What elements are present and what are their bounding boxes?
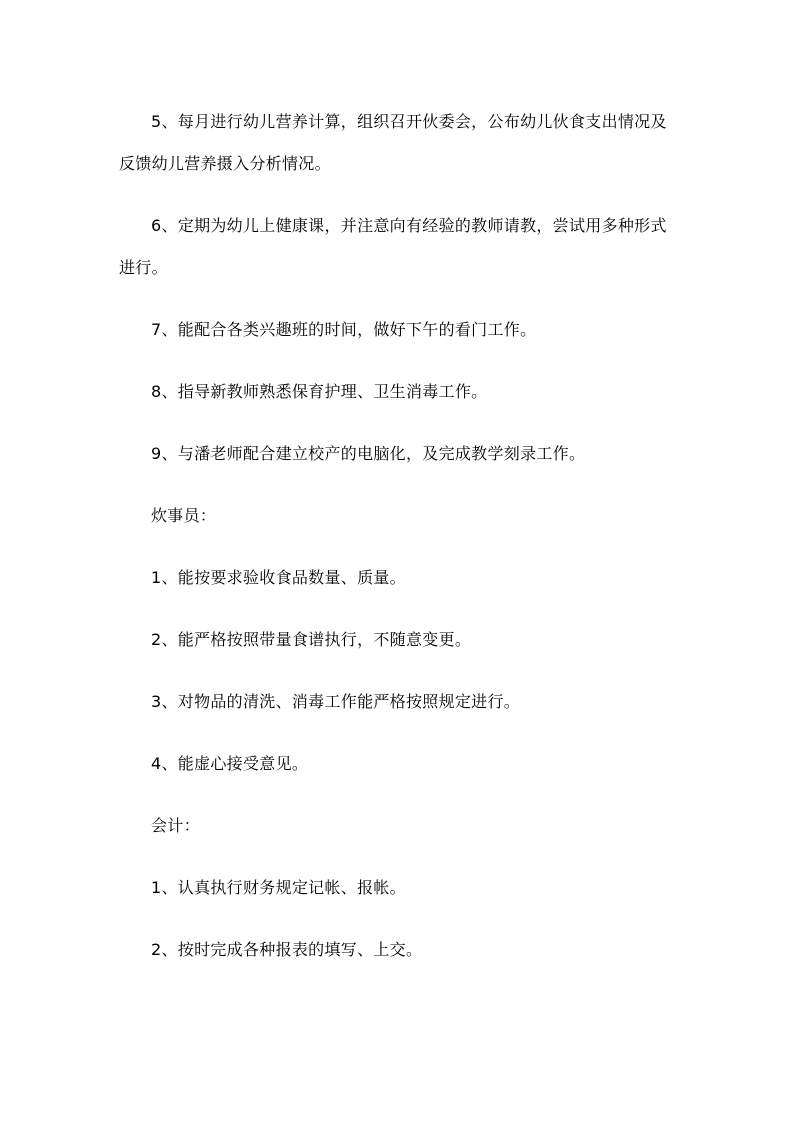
paragraph-item-5: 5、每月进行幼儿营养计算，组织召开伙委会，公布幼儿伙食支出情况及反馈幼儿营养摄入分析情况。 bbox=[119, 112, 667, 173]
cook-item-2: 2、能严格按照带量食谱执行，不随意变更。 bbox=[151, 630, 472, 649]
accountant-item-2: 2、按时完成各种报表的填写、上交。 bbox=[151, 940, 423, 959]
cook-item-1: 1、能按要求验收食品数量、质量。 bbox=[151, 568, 406, 587]
paragraph-item-8: 8、指导新教师熟悉保育护理、卫生消毒工作。 bbox=[151, 382, 488, 401]
cook-item-3: 3、对物品的清洗、消毒工作能严格按照规定进行。 bbox=[151, 692, 521, 711]
paragraph-item-7: 7、能配合各类兴趣班的时间，做好下午的看门工作。 bbox=[151, 320, 537, 339]
document-body bbox=[119, 101, 679, 971]
section-heading-accountant: 会计： bbox=[151, 816, 200, 835]
cook-item-4: 4、能虚心接受意见。 bbox=[151, 754, 309, 773]
paragraph-item-9: 9、与潘老师配合建立校产的电脑化，及完成教学刻录工作。 bbox=[151, 444, 586, 463]
accountant-item-1: 1、认真执行财务规定记帐、报帐。 bbox=[151, 878, 406, 897]
paragraph-item-6: 6、定期为幼儿上健康课，并注意向有经验的教师请教，尝试用多种形式进行。 bbox=[119, 216, 667, 277]
section-heading-cook: 炊事员： bbox=[151, 506, 217, 525]
